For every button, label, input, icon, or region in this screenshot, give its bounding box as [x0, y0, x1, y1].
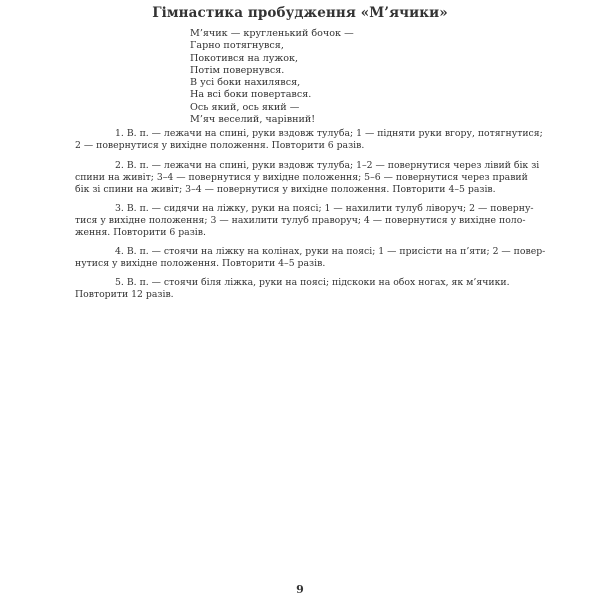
poem-line: М’ячик — кругленький бочок —	[190, 28, 354, 39]
exercise-3	[75, 203, 534, 240]
exercise-line: Повторити 12 разів.	[75, 289, 174, 301]
exercise-line: ження. Повторити 6 разів.	[75, 227, 206, 239]
poem-line: Гарно потягнувся,	[190, 40, 284, 52]
exercise-2	[75, 160, 540, 197]
poem-line: На всі боки повертався.	[190, 89, 312, 101]
exercise-1	[75, 128, 543, 152]
exercise-line: 5. В. п. — стоячи біля ліжка, руки на поясі; підскоки на обох ногах, як м’ячики.	[115, 277, 510, 288]
exercise-line: 1. В. п. — лежачи на спині, руки вздовж тулуба; 1 — підняти руки вгору, потягнутися;	[115, 128, 543, 139]
poem-line: М’яч веселий, чарівний!	[190, 114, 316, 126]
exercise-line: нутися у вихідне положення. Повторити 4–5 разів.	[75, 258, 326, 270]
exercise-4	[75, 246, 546, 270]
exercise-line: бік зі спини на живіт; 3–4 — повернутися у вихідне положення. Повторити 4–5 разів.	[75, 184, 496, 196]
exercise-5	[75, 277, 520, 301]
exercise-line: 2. В. п. — лежачи на спині, руки вздовж тулуба; 1–2 — повернутися через лівий бік зі	[115, 160, 540, 171]
exercise-line: тися у вихідне положення; 3 — нахилити тулуб праворуч; 4 — повернутися у вихідне поло-	[75, 215, 526, 227]
poem	[190, 28, 354, 126]
exercise-line: спини на живіт; 3–4 — повернутися у вихідне положення; 5–6 — повернутися через правий	[75, 172, 528, 184]
poem-line: Покотився на лужок,	[190, 52, 299, 64]
poem-line: В усі боки нахилявся,	[190, 77, 301, 89]
poem-line: Ось який, ось який —	[190, 101, 300, 113]
exercise-line: 2 — повернутися у вихідне положення. Повторити 6 разів.	[75, 140, 365, 152]
page-number: 9	[296, 583, 304, 596]
page-title: Гімнастика пробудження «М’ячики»	[152, 5, 448, 21]
poem-line: Потім повернувся.	[190, 64, 285, 76]
exercise-line: 4. В. п. — стоячи на ліжку на колінах, руки на поясі; 1 — присісти на п’яти; 2 — повер-	[115, 246, 546, 257]
exercise-line: 3. В. п. — сидячи на ліжку, руки на поясі; 1 — нахилити тулуб ліворуч; 2 — поверну-	[115, 203, 534, 214]
